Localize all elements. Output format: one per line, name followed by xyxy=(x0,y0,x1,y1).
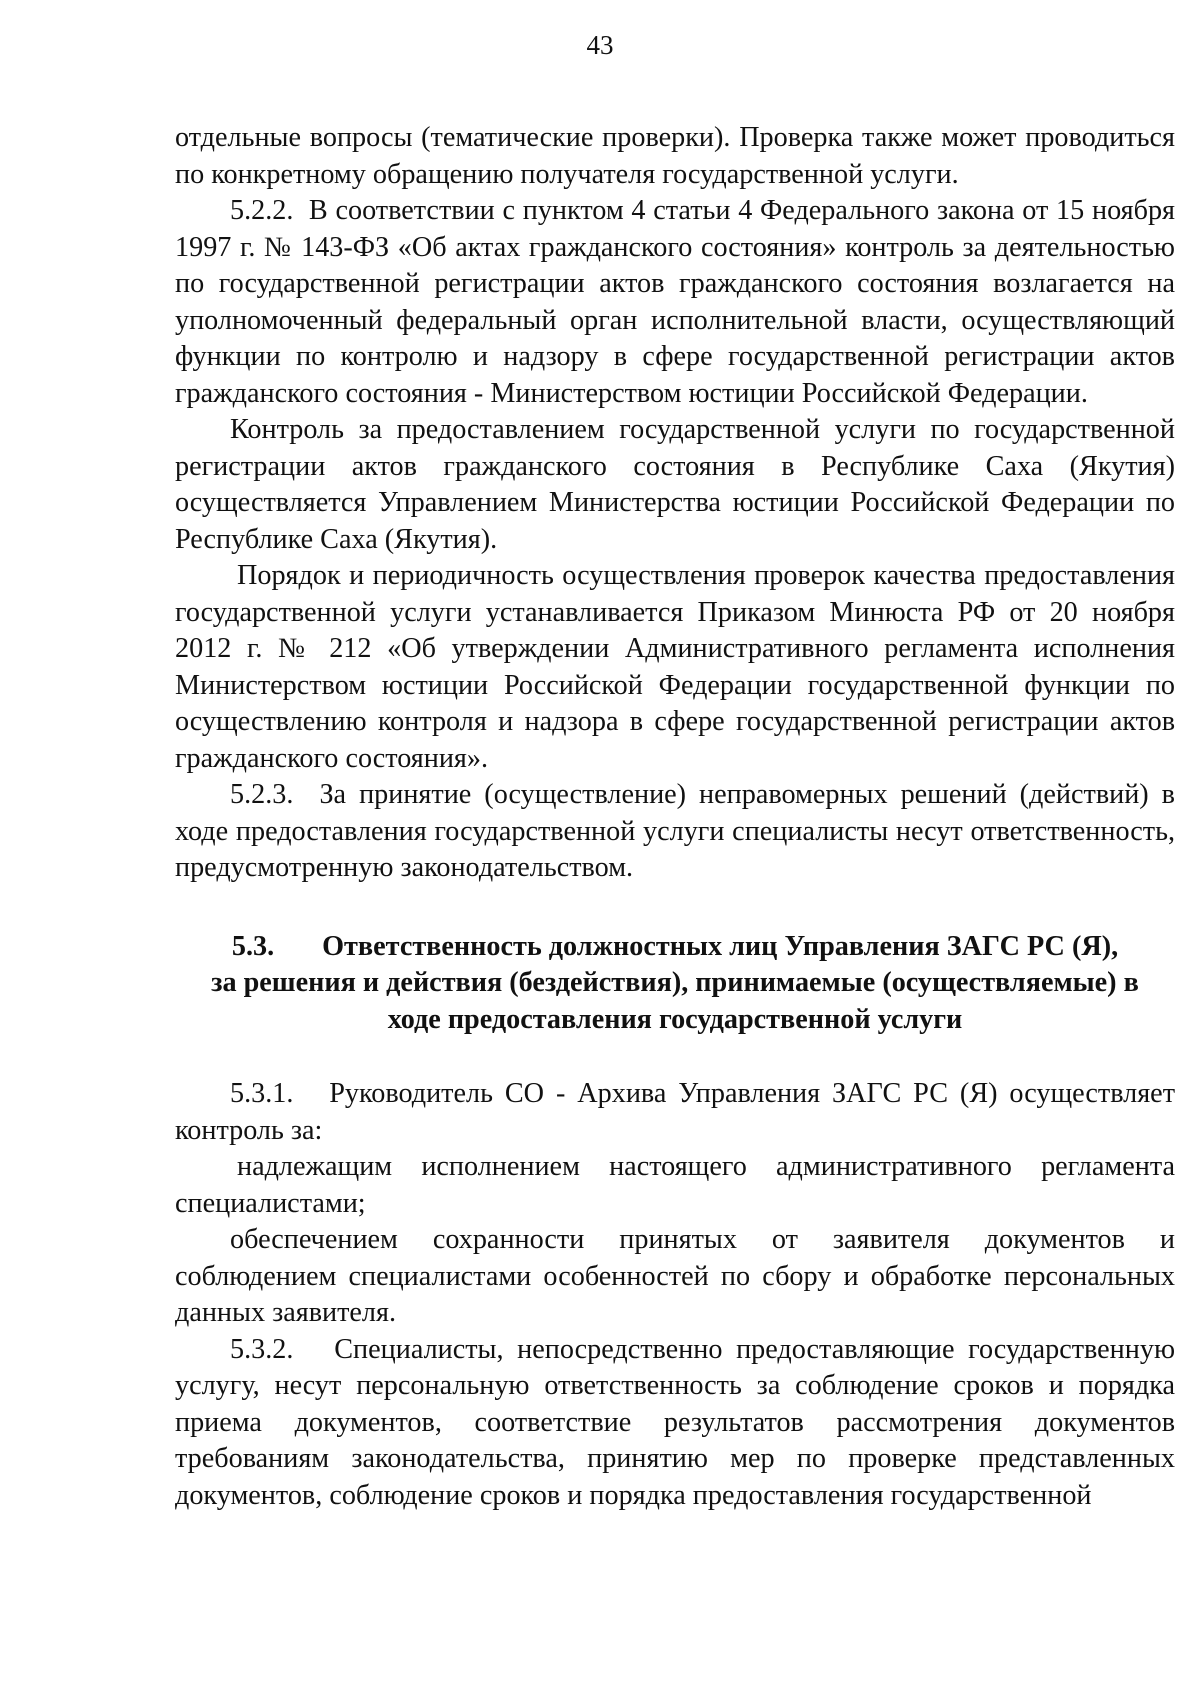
paragraph-document-safety xyxy=(175,1222,1175,1332)
clause-number: 5.3.2. xyxy=(230,1333,294,1365)
paragraph-text: обеспечением сохранности принятых от заявителя документов и соблюдением специалистами особенностей по сбору и обработке персональных данных заявителя. xyxy=(175,1224,1175,1328)
paragraph-proper-execution xyxy=(175,1149,1175,1222)
paragraph-text: Руководитель СО - Архива Управления ЗАГС РС (Я) осуществляет контроль за: xyxy=(175,1078,1176,1146)
paragraph-text: В соответствии с пунктом 4 статьи 4 Федерального закона от 15 ноября 1997 г. № 143-ФЗ «Об актах гражданского состояния» контроль за деятельностью по государственной регистрации актов гражданского состояния возлагается на уполномоченный федеральный орган исполнительной власти, осуществляющий функции по контролю и надзору в сфере государственной регистрации актов гражданского состояния - Министерством юстиции Российской Федерации. xyxy=(175,195,1175,409)
clause-number: 5.2.2. xyxy=(230,195,294,226)
paragraph-continuation xyxy=(175,120,1175,193)
paragraph-5-3-2 xyxy=(175,1332,1175,1515)
heading-line-2: за решения и действия (бездействия), принимаемые (осуществляемые) в xyxy=(211,967,1139,998)
paragraph-5-3-1 xyxy=(175,1076,1175,1149)
paragraph-5-2-3 xyxy=(175,777,1175,887)
paragraph-procedure xyxy=(175,558,1175,777)
heading-text: Ответственность должностных лиц Управления ЗАГС РС (Я), xyxy=(322,930,1119,962)
heading-number: 5.3. xyxy=(231,930,275,962)
paragraph-5-2-2 xyxy=(175,193,1175,412)
paragraph-text: надлежащим исполнением настоящего административного регламента специалистами; xyxy=(175,1151,1175,1219)
paragraph-text: отдельные вопросы (тематические проверки). Проверка также может проводиться по конкретному обращению получателя государственной услуги. xyxy=(175,122,1175,190)
heading-line-1 xyxy=(175,929,1175,966)
page-number: 43 xyxy=(586,30,614,60)
section-heading xyxy=(175,929,1175,1039)
paragraph-text: Специалисты, непосредственно предоставляющие государственную услугу, несут персональную ответственность за соблюдение сроков и порядка приема документов, соответствие результатов рассмотрения документов требованиям законодательства, принятию мер по проверке представленных документов, соблюдение сроков и порядка предоставления государственной xyxy=(175,1333,1175,1511)
paragraph-text: Контроль за предоставлением государственной услуги по государственной регистрации актов гражданского состояния в Республике Саха (Якутия) осуществляется Управлением Министерства юстиции Российской Федерации по Республике Саха (Якутия). xyxy=(175,414,1175,555)
paragraph-text: Порядок и периодичность осуществления проверок качества предоставления государственной услуги устанавливается Приказом Минюста РФ от 20 ноября 2012 г. № 212 «Об утверждении Административного регламента исполнения Министерством юстиции Российской Федерации государственной функции по осуществлению контроля и надзора в сфере государственной регистрации актов гражданского состояния». xyxy=(175,560,1175,774)
paragraph-text: За принятие (осуществление) неправомерных решений (действий) в ходе предоставления государственной услуги специалисты несут ответственность, предусмотренную законодательством. xyxy=(175,779,1175,883)
paragraph-control xyxy=(175,412,1175,558)
clause-number: 5.2.3. xyxy=(230,779,294,810)
document-body xyxy=(175,120,1175,1514)
clause-number: 5.3.1. xyxy=(230,1078,294,1109)
heading-line-3: ходе предоставления государственной услуги xyxy=(387,1003,963,1035)
